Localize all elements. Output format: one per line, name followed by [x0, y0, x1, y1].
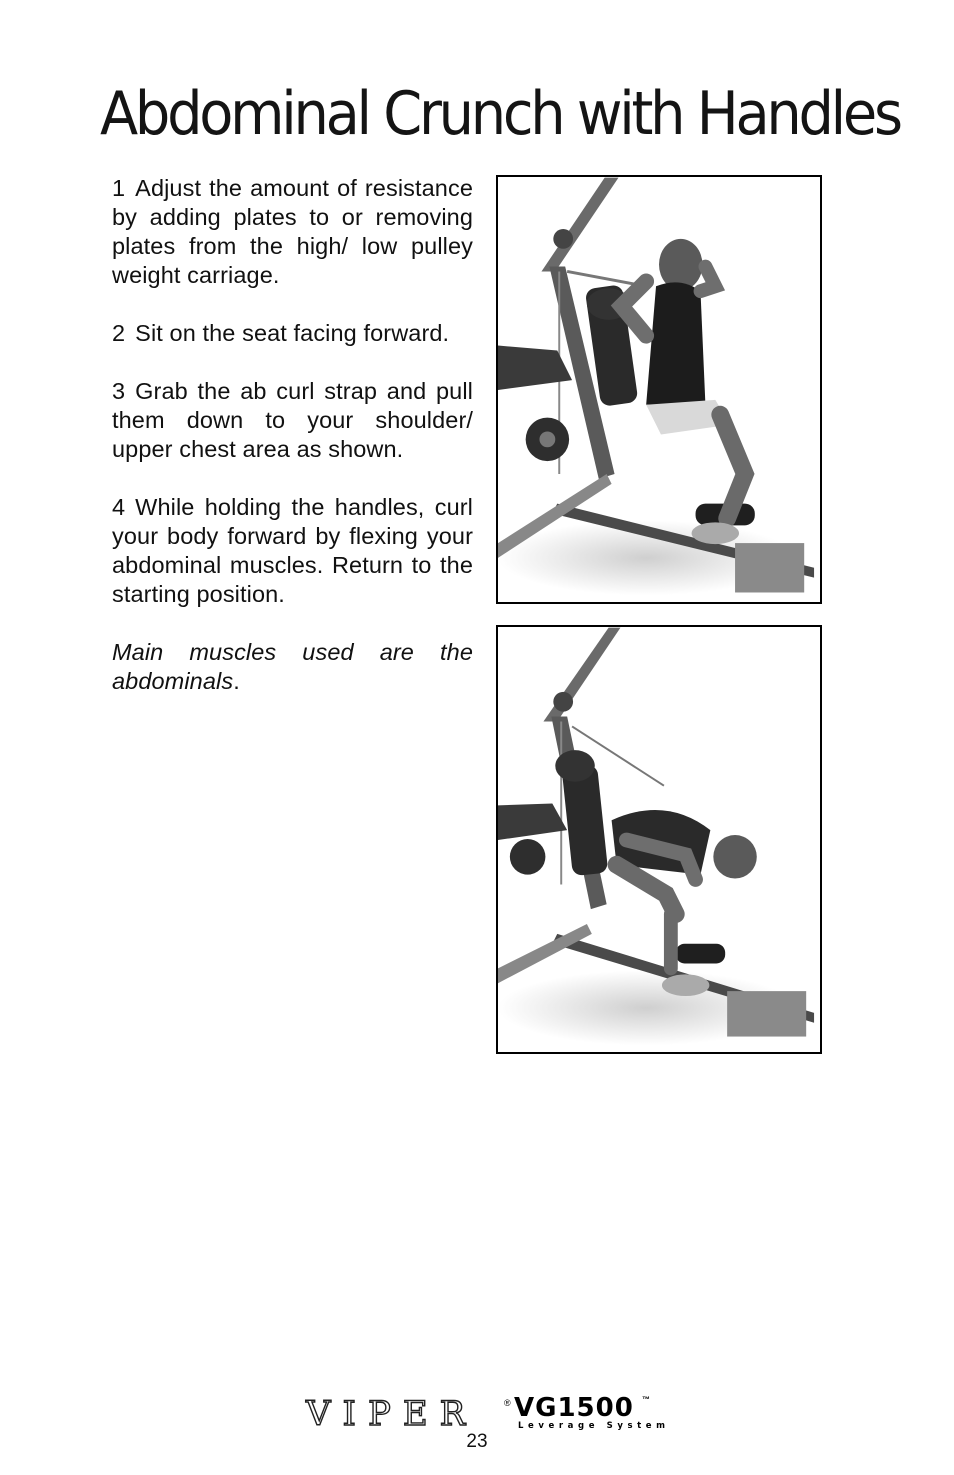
- page-number: 23: [466, 1431, 488, 1452]
- step-text: Adjust the amount of resistance by adding plates to or removing plates from the high/ low pulley weight carriage.: [112, 175, 473, 288]
- model-name: VG1500: [514, 1393, 634, 1423]
- step-2: [112, 319, 473, 348]
- muscles-text: Main muscles used are the abdominals: [112, 639, 473, 694]
- exercise-photo-crunch-position: [496, 625, 822, 1054]
- instructions: [112, 174, 473, 725]
- step-text: While holding the handles, curl your body forward by flexing your abdominal muscles. Return to the starting position.: [112, 494, 473, 607]
- step-4: [112, 493, 473, 609]
- brand-wordmark: VIPER: [306, 1394, 478, 1434]
- brand-subtitle: Leverage System: [518, 1421, 670, 1431]
- step-text: Grab the ab curl strap and pull them down to your shoulder/ upper chest area as shown.: [112, 378, 473, 462]
- crunch-position-illustration: [498, 627, 820, 1052]
- step-number: 1: [112, 175, 126, 201]
- muscles-period: .: [233, 668, 240, 694]
- trademark-mark: ™: [642, 1395, 650, 1404]
- muscles-note: [112, 638, 473, 696]
- start-position-illustration: [498, 177, 820, 602]
- step-number: 4: [112, 494, 126, 520]
- step-1: [112, 174, 473, 290]
- exercise-photo-start-position: [496, 175, 822, 604]
- step-text: Sit on the seat facing forward.: [135, 320, 450, 346]
- step-number: 3: [112, 378, 126, 404]
- step-number: 2: [112, 320, 126, 346]
- step-3: [112, 377, 473, 464]
- page-title: Abdominal Crunch with Handles: [100, 79, 900, 149]
- registered-mark: ®: [504, 1398, 511, 1408]
